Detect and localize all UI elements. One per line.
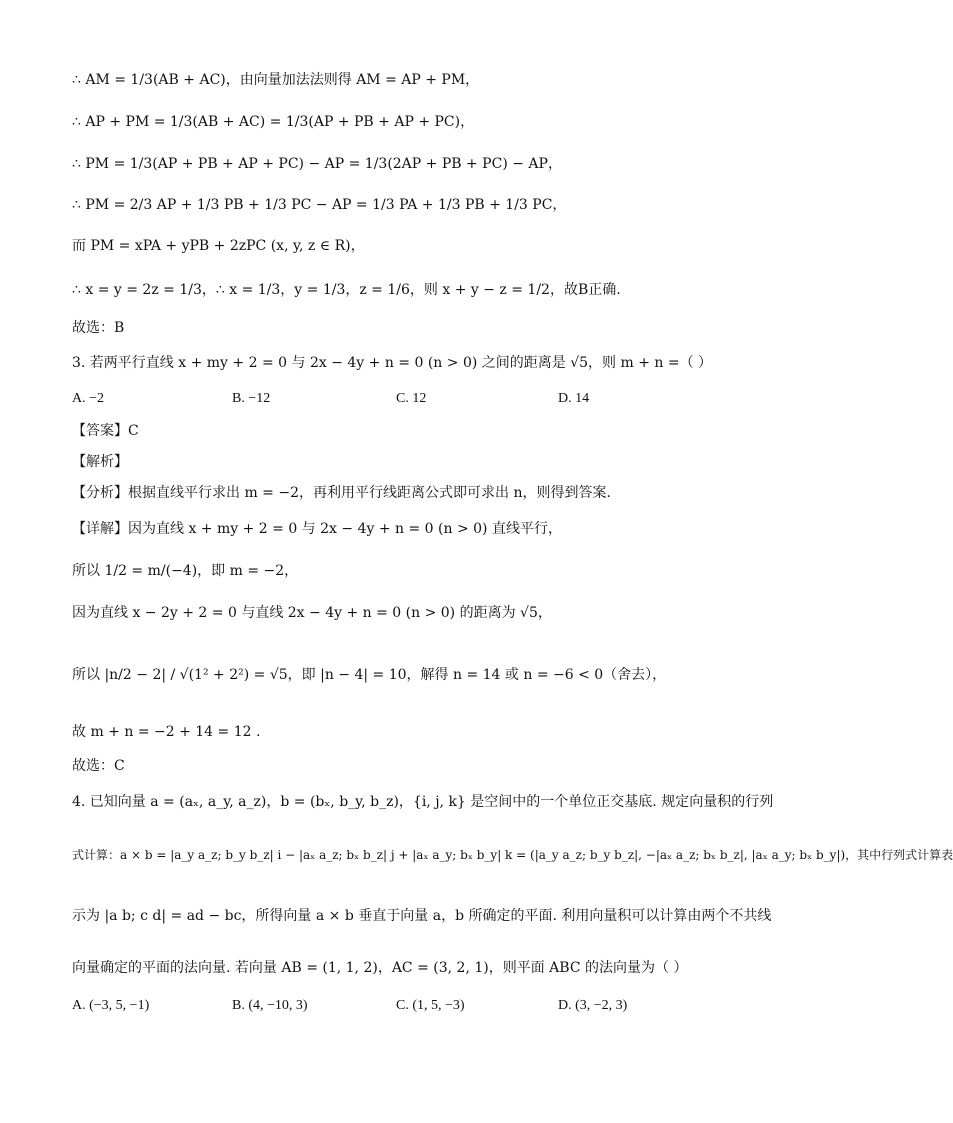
- q3-option-a-value: −2: [89, 391, 105, 406]
- q3-step1: 所以 1/2 = m/(−4)，即 m = −2，: [72, 563, 299, 579]
- q3-option-b: [232, 391, 270, 407]
- q4-option-b-value: (4, −10, 3): [248, 998, 308, 1013]
- solution2-choice: 故选：B: [72, 320, 125, 336]
- q3-option-d-label: D.: [558, 391, 572, 406]
- q4-option-b: [232, 998, 308, 1014]
- q3-stem: 3. 若两平行直线 x + my + 2 = 0 与 2x − 4y + n = 0 (n > 0) 之间的距离是 √5，则 m + n =（ ）: [72, 355, 713, 371]
- q3-step2: 因为直线 x − 2y + 2 = 0 与直线 2x − 4y + n = 0 (n > 0) 的距离为 √5，: [72, 605, 552, 621]
- q4-option-d-value: (3, −2, 3): [575, 998, 628, 1013]
- q4-line1: 4. 已知向量 a = (aₓ, a_y, a_z)，b = (bₓ, b_y, b_z)，{i, j, k} 是空间中的一个单位正交基底. 规定向量积的行列: [72, 794, 774, 810]
- q3-fenxi: 【分析】根据直线平行求出 m = −2，再利用平行线距离公式即可求出 n，则得到答案.: [72, 485, 611, 501]
- q3-option-a: [72, 391, 104, 407]
- solution2-line2: ∴ AP + PM = 1/3(AB + AC) = 1/3(AP + PB + AP + PC)，: [72, 114, 475, 130]
- solution2-line4: ∴ PM = 2/3 AP + 1/3 PB + 1/3 PC − AP = 1/3 PA + 1/3 PB + 1/3 PC，: [72, 197, 567, 213]
- q3-step4: 故 m + n = −2 + 14 = 12 .: [72, 724, 261, 740]
- q4-option-a-label: A.: [72, 998, 86, 1013]
- q4-option-c: [396, 998, 465, 1014]
- q3-choice: 故选：C: [72, 758, 125, 774]
- q3-jiexi: 【解析】: [72, 454, 128, 470]
- q3-option-c-value: 12: [412, 391, 427, 406]
- q3-option-a-label: A.: [72, 391, 86, 406]
- q4-option-b-label: B.: [232, 998, 245, 1013]
- q3-answer: 【答案】C: [72, 423, 139, 439]
- q3-option-c: [396, 391, 426, 407]
- solution2-line6: ∴ x = y = 2z = 1/3，∴ x = 1/3，y = 1/3，z = 1/6，则 x + y − z = 1/2，故B正确.: [72, 282, 621, 298]
- q4-option-c-value: (1, 5, −3): [412, 998, 465, 1013]
- q3-option-b-value: −12: [248, 391, 271, 406]
- q4-option-a: [72, 998, 149, 1014]
- q3-option-c-label: C.: [396, 391, 409, 406]
- q4-option-d: [558, 998, 627, 1014]
- q4-line2: 式计算：a × b = |a_y a_z; b_y b_z| i − |aₓ a_z; bₓ b_z| j + |aₓ a_y; bₓ b_y| k = (|a_y a_z; b_y b_z|, −|aₓ a_z; bₓ b_z|, |aₓ a_y; bₓ b_y|)，其中行列式计算表: [72, 848, 953, 862]
- q3-option-b-label: B.: [232, 391, 245, 406]
- q4-option-a-value: (−3, 5, −1): [89, 998, 150, 1013]
- q4-line3: 示为 |a b; c d| = ad − bc，所得向量 a × b 垂直于向量 a，b 所确定的平面. 利用向量积可以计算由两个不共线: [72, 908, 772, 924]
- q3-xiangjie: 【详解】因为直线 x + my + 2 = 0 与 2x − 4y + n = 0 (n > 0) 直线平行，: [72, 521, 562, 537]
- q4-option-c-label: C.: [396, 998, 409, 1013]
- solution2-line5: 而 PM = xPA + yPB + 2zPC (x, y, z ∈ R)，: [72, 238, 365, 254]
- q4-option-d-label: D.: [558, 998, 572, 1013]
- solution2-line1: ∴ AM = 1/3(AB + AC)，由向量加法法则得 AM = AP + PM，: [72, 72, 480, 88]
- solution2-line3: ∴ PM = 1/3(AP + PB + AP + PC) − AP = 1/3(2AP + PB + PC) − AP，: [72, 156, 562, 172]
- q3-step3: 所以 |n/2 − 2| / √(1² + 2²) = √5，即 |n − 4| = 10，解得 n = 14 或 n = −6 < 0（舍去），: [72, 667, 667, 683]
- q3-option-d: [558, 391, 589, 407]
- q3-option-d-value: 14: [575, 391, 590, 406]
- q4-line4: 向量确定的平面的法向量. 若向量 AB = (1, 1, 2)，AC = (3, 2, 1)，则平面 ABC 的法向量为（ ）: [72, 960, 688, 976]
